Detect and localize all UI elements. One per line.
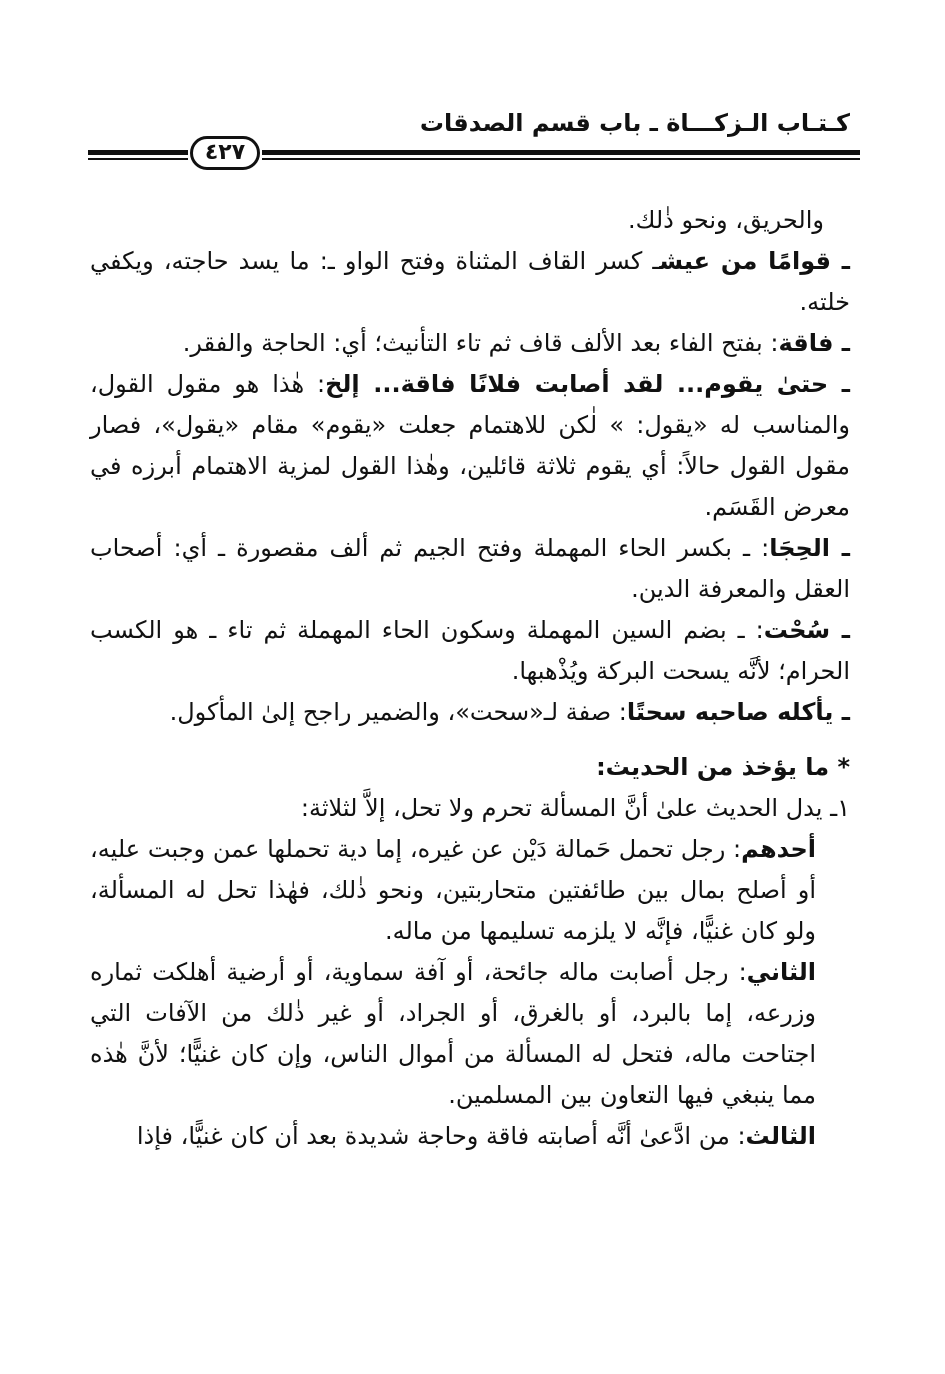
gloss-term: ـ فاقة: [778, 329, 850, 357]
gloss-text: والحريق، ونحو ذٰلك.: [627, 206, 824, 234]
header-rule-right-thick: [262, 150, 860, 155]
page-body: [90, 200, 850, 1157]
list-item-text: : من ادَّعىٰ أنَّه أصابته فاقة وحاجة شديدة بعد أن كان غنيًّا، فإذا: [136, 1122, 746, 1150]
header-rule-left-thick: [88, 150, 188, 155]
section-intro: ١ـ يدل الحديث علىٰ أنَّ المسألة تحرم ولا تحل، إلاَّ لثلاثة:: [300, 794, 850, 822]
page-number-badge: ٤٢٧: [190, 136, 260, 170]
header-rule-right-thin: [262, 158, 860, 160]
gloss-text: : صفة لـ«سحت»، والضمير راجح إلىٰ المأكول.: [169, 698, 627, 726]
gloss-term: ـ قوامًا من عيش: [659, 247, 850, 275]
gloss-text: : بفتح الفاء بعد الألف قاف ثم تاء التأنيث؛ أي: الحاجة والفقر.: [182, 329, 779, 357]
list-item: [90, 829, 850, 952]
header-rule-left-thin: [88, 158, 188, 160]
gloss-line: [90, 692, 850, 733]
list-item-text: : رجل تحمل حَمالة دَيْن عن غيره، إما دية تحملها عمن وجبت عليه، أو أصلح بمال بين طائفتين متحاربتين، ونحو ذٰلك، فهٰذا تحل له المسألة، ولو كان غنيًّا، فإنَّه لا يلزمه تسليمها من ماله.: [90, 835, 816, 945]
gloss-text: : ـ بكسر الحاء المهملة وفتح الجيم ثم ألف مقصورة ـ أي: أصحاب العقل والمعرفة الدين.: [90, 534, 850, 603]
gloss-term: ـ حتىٰ يقوم... لقد أصابت فلانًا فاقة... إلخ: [325, 370, 850, 398]
list-item-term: الثالث: [745, 1122, 816, 1150]
gloss-term: ـ يأكله صاحبه سحتًا: [626, 698, 850, 726]
section-heading: * ما يؤخذ من الحديث:: [596, 753, 850, 781]
list-item-text: : رجل أصابت ماله جائحة، أو آفة سماوية، أو أرضية أهلكت ثماره وزرعه، إما بالبرد، أو بالغرق، أو الجراد، أو غير ذٰلك من الآفات التي اجتاحت ماله، فتحل له المسألة من أموال الناس، وإن كان غنيًّا؛ لأنَّ هٰذه مما ينبغي فيها التعاون بين المسلمين.: [90, 958, 816, 1109]
gloss-line: [90, 241, 850, 323]
gloss-line: [90, 610, 850, 692]
gloss-text: : هٰذا هو مقول القول، والمناسب له «يقول: » لٰكن للاهتمام جعلت «يقوم» مقام «يقول»، فصار مقول القول حالاً: أي يقوم ثلاثة قائلين، وهٰذا القول لمزية الاهتمام أبرزه في معرض القَسَم.: [90, 370, 850, 521]
gloss-term: ـ سُحْت: [763, 616, 850, 644]
gloss-text: : ـ بضم السين المهملة وسكون الحاء المهملة ثم تاء ـ هو الكسب الحرام؛ لأنَّه يسحت البركة ويُذْهبها.: [90, 616, 850, 685]
running-header-title: كـتـاب الـزكـــاة ـ باب قسم الصدقات: [419, 109, 850, 137]
list-item-term: أحدهم: [741, 835, 816, 863]
list-item-term: الثاني: [746, 958, 816, 986]
list-item: [90, 1116, 850, 1157]
gloss-line: [90, 364, 850, 528]
gloss-term: ـ الحِجَا: [769, 534, 850, 562]
gloss-line: [90, 200, 850, 241]
list-item: [90, 952, 850, 1116]
gloss-line: [90, 323, 850, 364]
gloss-line: [90, 528, 850, 610]
gloss-text: ـ كسر القاف المثناة وفتح الواو ـ: ما يسد حاجته، ويكفي خلته.: [90, 247, 850, 316]
